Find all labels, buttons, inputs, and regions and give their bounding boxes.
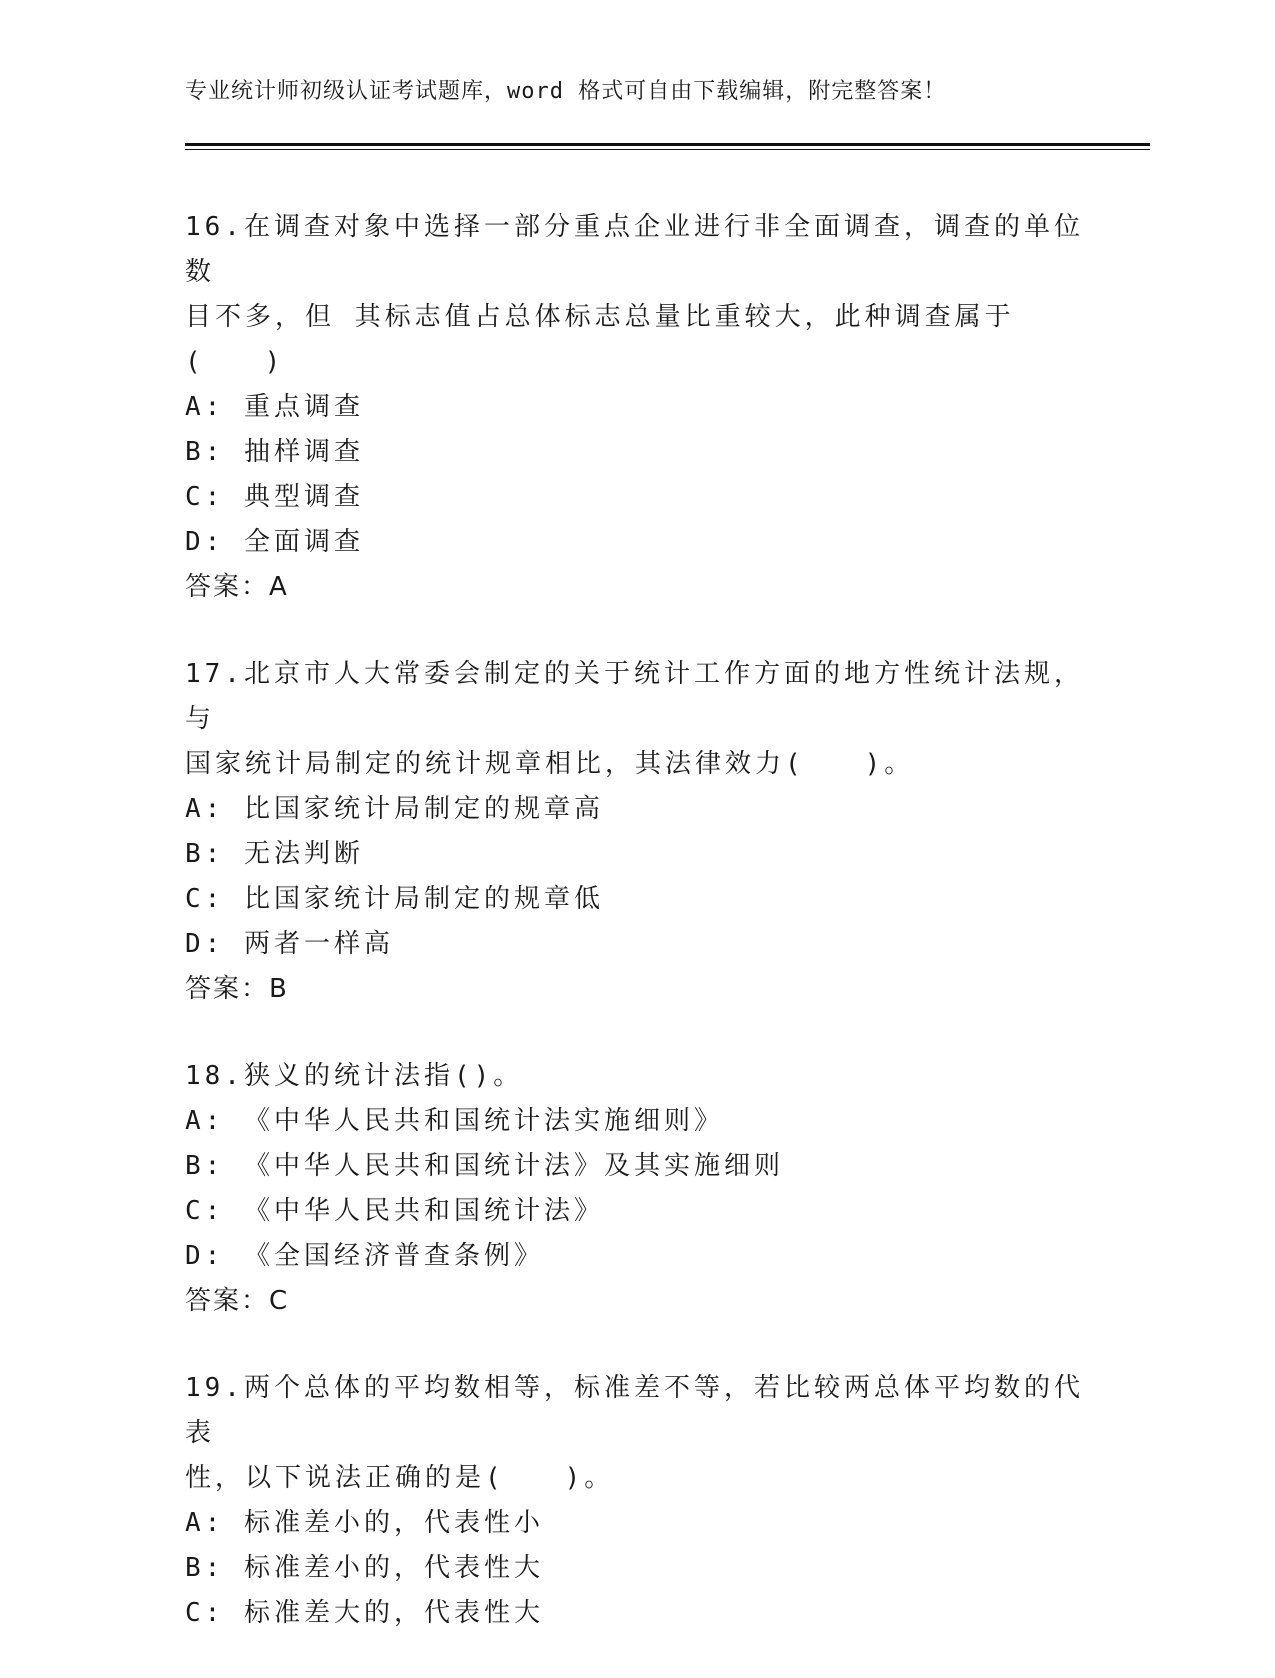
option-a: A: 《中华人民共和国统计法实施细则》 bbox=[185, 1106, 724, 1136]
page-header: 专业统计师初级认证考试题库，word 格式可自由下载编辑，附完整答案！ bbox=[185, 79, 947, 104]
option-c: C: 典型调查 bbox=[185, 482, 364, 512]
question-text-line: 目不多，但 其标志值占总体标志总量比重较大，此种调查属于( ) bbox=[185, 302, 1015, 377]
option-b: B: 标准差小的，代表性大 bbox=[185, 1553, 544, 1583]
option-a: A: 比国家统计局制定的规章高 bbox=[185, 794, 604, 824]
question-18 bbox=[185, 1054, 1085, 1324]
question-text-line: 18.狭义的统计法指()。 bbox=[185, 1061, 524, 1091]
answer: 答案：A bbox=[185, 572, 289, 602]
question-text-line: 国家统计局制定的统计规章相比，其法律效力( )。 bbox=[185, 749, 915, 779]
answer: 答案：B bbox=[185, 974, 289, 1004]
question-text-line: 19.两个总体的平均数相等，标准差不等，若比较两总体平均数的代表 bbox=[185, 1373, 1084, 1448]
question-17 bbox=[185, 652, 1085, 1012]
question-text-line: 17.北京市人大常委会制定的关于统计工作方面的地方性统计法规，与 bbox=[185, 659, 1084, 734]
option-d: D: 全面调查 bbox=[185, 527, 364, 557]
option-b: B: 《中华人民共和国统计法》及其实施细则 bbox=[185, 1151, 784, 1181]
option-d: D: 《全国经济普查条例》 bbox=[185, 1241, 544, 1271]
question-list bbox=[185, 205, 1085, 1678]
question-19 bbox=[185, 1366, 1085, 1636]
option-c: C: 比国家统计局制定的规章低 bbox=[185, 884, 604, 914]
option-c: C: 《中华人民共和国统计法》 bbox=[185, 1196, 604, 1226]
question-text-line: 性，以下说法正确的是( )。 bbox=[185, 1463, 615, 1493]
question-16 bbox=[185, 205, 1085, 610]
header-rule-thick bbox=[185, 143, 1150, 146]
header-rule-thin bbox=[185, 149, 1150, 150]
answer: 答案：C bbox=[185, 1286, 290, 1316]
option-a: A: 重点调查 bbox=[185, 392, 364, 422]
option-d: D: 两者一样高 bbox=[185, 929, 394, 959]
option-a: A: 标准差小的，代表性小 bbox=[185, 1508, 544, 1538]
option-b: B: 抽样调查 bbox=[185, 437, 364, 467]
option-b: B: 无法判断 bbox=[185, 839, 364, 869]
question-text-line: 16.在调查对象中选择一部分重点企业进行非全面调查，调查的单位数 bbox=[185, 212, 1084, 287]
option-c: C: 标准差大的，代表性大 bbox=[185, 1598, 544, 1628]
